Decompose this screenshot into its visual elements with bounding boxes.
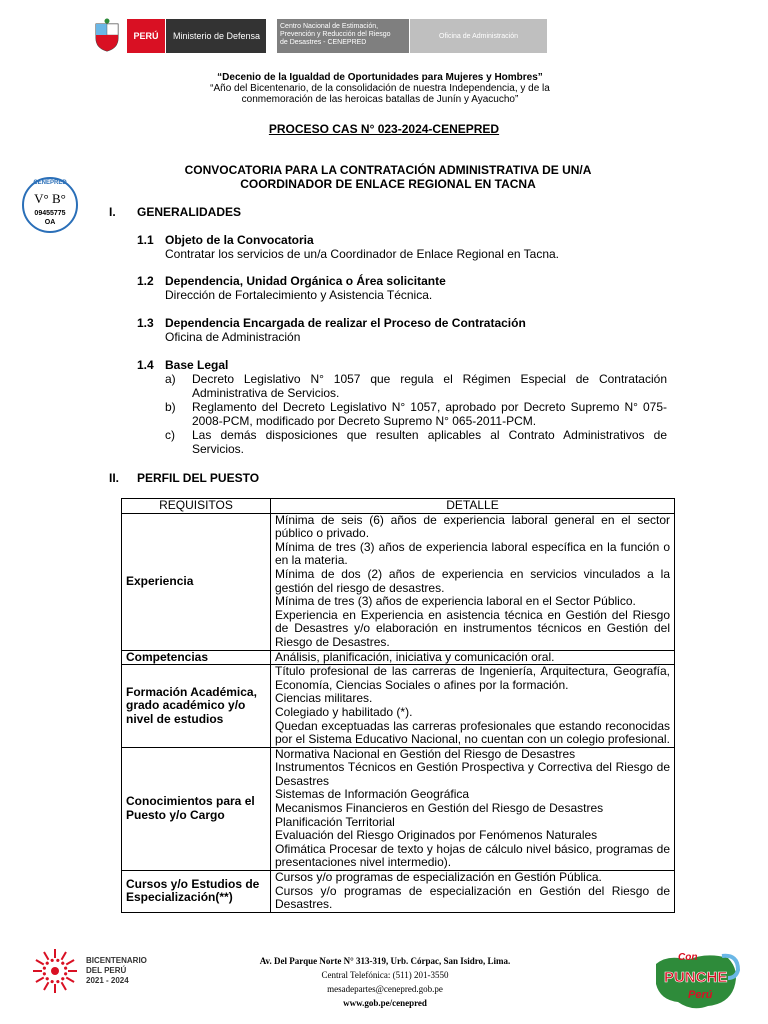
detalle-line: Instrumentos Técnicos en Gestión Prospectiva y Correctiva del Riesgo de Desastres [275,760,670,788]
decenio-line-3: conmemoración de las heroicas batallas de Junín y Ayacucho” [241,94,519,105]
cenepred-line: Centro Nacional de Estimación, [280,23,379,30]
detalle-line: Sistemas de Información Geográfica [275,787,470,802]
legal-item-text: Reglamento del Decreto Legislativo N° 1057, aprobado por Decreto Supremo N° 075-2008-PCM, modificado por Decreto Supremo N° 065-2011-PCM. [192,400,667,428]
header-detalle: DETALLE [271,499,675,514]
requisito-cell: Competencias [122,650,271,665]
legal-item-label: b) [165,400,176,414]
requisito-cell: Conocimientos para el Puesto y/o Cargo [122,747,271,870]
legal-item-label: a) [165,372,176,386]
legal-item-text: Las demás disposiciones que resulten aplicables al Contrato Administrativos de Servicios. [192,428,667,456]
detalle-line: Experiencia en Experiencia en asistencia técnica en Gestión del Riesgo de Desastres y/o elaboración en instrumentos técnicos en Gestión del Riesgo de Desastres. [275,607,670,649]
table-row [122,747,675,870]
convocatoria-line-1: CONVOCATORIA PARA LA CONTRATACIÓN ADMINISTRATIVA DE UN/A [184,163,592,177]
convocatoria-line-2: COORDINADOR DE ENLACE REGIONAL EN TACNA [240,177,536,191]
detalle-cell [271,747,675,870]
decenio-line-2: “Año del Bicentenario, de la consolidación de nuestra Independencia, y de la [210,83,550,94]
detalle-line: Cursos y/o programas de especialización en Gestión Pública. [275,870,602,885]
cenepred-label [277,19,409,53]
convocatoria-title [150,163,626,191]
bicentenario-line: DEL PERÚ [86,966,127,975]
section-1-title: GENERALIDADES [137,205,242,219]
peru-coat-of-arms-icon [93,18,121,52]
bicentenario-line: BICENTENARIO [86,956,147,965]
punche-main: PUNCHE [664,969,728,986]
decenio-line-1: “Decenio de la Igualdad de Oportunidades para Mujeres y Hombres” [217,72,543,83]
legal-item-label: c) [165,428,175,442]
detalle-line: Planificación Territorial [275,814,395,829]
detalle-line: Normativa Nacional en Gestión del Riesgo de Desastres [275,746,576,761]
peru-label: PERÚ [127,19,165,53]
detalle-line: Mínima de tres (3) años de experiencia laboral en el Sector Público. [275,594,636,609]
ministerio-label: Ministerio de Defensa [166,19,266,53]
legal-item-text: Decreto Legislativo N° 1057 que regula el Régimen Especial de Contratación Administrativa de Servicios. [192,372,667,400]
con-punche-peru-logo-icon [648,944,744,1014]
table-row [122,650,675,665]
section-1-number: I. [109,205,116,219]
detalle-line: Cursos y/o programas de especialización en Gestión del Riesgo de Desastres. [275,883,670,912]
detalle-line: Mínima de dos (2) años de experiencia en servicios vinculados a la gestión del riesgo de desastres. [275,566,670,595]
section-2-title: PERFIL DEL PUESTO [137,471,260,485]
subsection-1-2-title: Dependencia, Unidad Orgánica o Área solicitante [165,274,446,288]
detalle-line: Mínima de seis (6) años de experiencia laboral general en el sector público o privado. [275,512,670,541]
footer-address: Av. Del Parque Norte N° 313-319, Urb. Córpac, San Isidro, Lima. [259,956,511,966]
subsection-1-3-text: Oficina de Administración [165,330,301,344]
subsection-1-1-title: Objeto de la Convocatoria [165,233,314,247]
stamp-vb: V° B° [34,191,66,206]
cenepred-line: Prevención y Reducción del Riesgo [280,31,391,38]
detalle-line: Evaluación del Riesgo Originados por Fenómenos Naturales [275,828,598,843]
detalle-cell [271,513,675,650]
stamp-oa: OA [44,219,56,226]
requisito-cell: Formación Académica, grado académico y/o nivel de estudios [122,665,271,748]
detalle-line: Título profesional de las carreras de Ingeniería, Arquitectura, Geografía, Economía, Ciencias Sociales o afines por la formación. [275,664,670,692]
requisito-cell: Cursos y/o Estudios de Especialización(**) [122,871,271,913]
subsection-1-3-title: Dependencia Encargada de realizar el Proceso de Contratación [165,316,526,330]
subsection-1-2-text: Dirección de Fortalecimiento y Asistencia Técnica. [165,288,433,302]
subsection-1-4-title: Base Legal [165,358,229,372]
detalle-line: Ciencias militares. [275,691,373,706]
requisito-cell: Experiencia [122,513,271,650]
table-header-row [122,499,675,514]
visto-bueno-stamp [22,177,78,233]
detalle-line: Análisis, planificación, iniciativa y comunicación oral. [275,649,555,664]
detalle-line: Colegiado y habilitado (*). [275,704,413,719]
detalle-line: Mínima de tres (3) años de experiencia laboral específica en la función o en la materia. [275,539,670,568]
detalle-line: Ofimática Procesar de texto y hojas de cálculo nivel básico, programas de presentaciones nivel intermedio). [275,841,670,870]
proceso-title: PROCESO CAS N° 023-2024-CENEPRED [268,122,500,136]
oficina-label: Oficina de Administración [410,19,547,53]
perfil-table [121,498,675,913]
detalle-line: Quedan exceptuadas las carreras profesionales que estando reconocidas por el Sistema Educativo Nacional, no cuentan con un colegio profesional. [275,718,670,747]
subsection-1-4-number: 1.4 [137,358,154,372]
footer-phone: Central Telefónica: (511) 201-3550 [321,970,449,980]
subsection-1-3-number: 1.3 [137,316,154,330]
stamp-number: 09455775 [34,210,66,217]
table-row [122,871,675,913]
detalle-cell [271,650,675,665]
subsection-1-2-number: 1.2 [137,274,154,288]
bicentenario-line: 2021 - 2024 [86,976,129,985]
detalle-cell [271,665,675,748]
detalle-cell [271,871,675,913]
bicentenario-logo-icon [30,946,80,996]
table-row [122,665,675,748]
section-2-number: II. [109,471,120,485]
punche-con: Con [678,952,698,963]
header-requisitos: REQUISITOS [122,499,271,514]
stamp-org: CENEPRED [33,180,67,186]
table-row [122,513,675,650]
punche-peru: Perú [688,989,713,1001]
footer-address-block [230,954,540,1010]
cenepred-line: de Desastres - CENEPRED [280,39,367,46]
footer-email[interactable]: mesadepartes@cenepred.gob.pe [327,984,443,994]
bicentenario-text [86,956,147,986]
subsection-1-1-number: 1.1 [137,233,154,247]
detalle-line: Mecanismos Financieros en Gestión del Riesgo de Desastres [275,801,604,816]
footer-web[interactable]: www.gob.pe/cenepred [343,998,427,1008]
subsection-1-1-text: Contratar los servicios de un/a Coordinador de Enlace Regional en Tacna. [165,247,560,261]
